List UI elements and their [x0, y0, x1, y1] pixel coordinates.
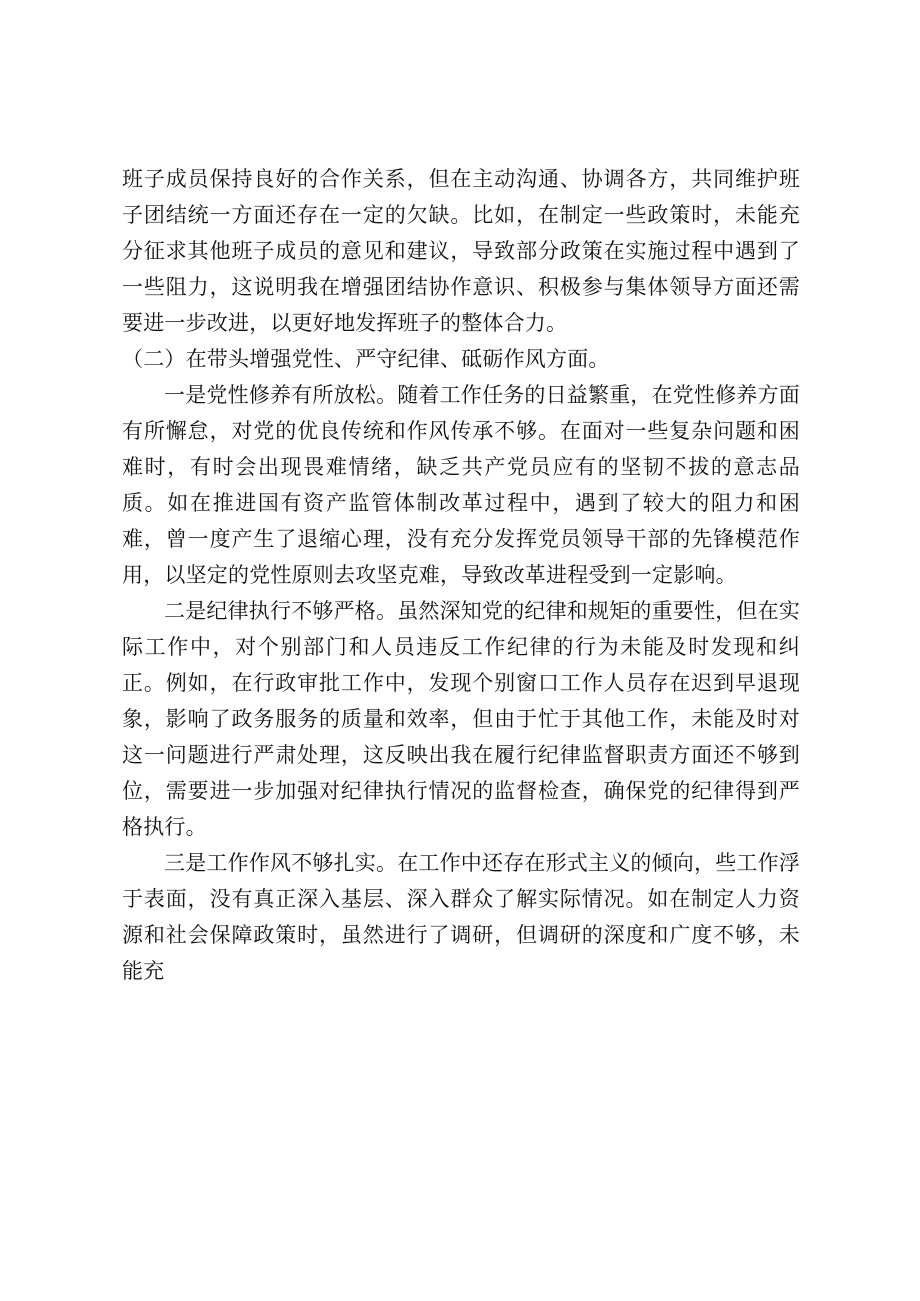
paragraph-work-style: 三是工作作风不够扎实。在工作中还存在形式主义的倾向，些工作浮于表面，没有真正深入基层、深入群众了解实际情况。如在制定人力资源和社会保障政策时，虽然进行了调研，但调研的深度和广度不够，未能充 [122, 851, 800, 983]
paragraph-discipline: 二是纪律执行不够严格。虽然深知党的纪律和规矩的重要性，但在实际工作中，对个别部门和人员违反工作纪律的行为未能及时发现和纠正。例如，在行政审批工作中，发现个别窗口工作人员存在迟到早退现象，影响了政务服务的质量和效率，但由于忙于其他工作，未能及时对这一问题进行严肃处理，这反映出我在履行纪律监督职责方面还不够到位，需要进一步加强对纪律执行情况的监督检查，确保党的纪律得到严格执行。 [122, 599, 800, 839]
paragraph-party-spirit: 一是党性修养有所放松。随着工作任务的日益繁重，在党性修养方面有所懈怠，对党的优良传统和作风传承不够。在面对一些复杂问题和困难时，有时会出现畏难情绪，缺乏共产党员应有的坚韧不拔的意志品质。如在推进国有资产监管体制改革过程中，遇到了较大的阻力和困难，曾一度产生了退缩心理，没有充分发挥党员领导干部的先锋模范作用，以坚定的党性原则去攻坚克难，导致改革进程受到一定影响。 [122, 383, 800, 587]
paragraph-continuation: 班子成员保持良好的合作关系，但在主动沟通、协调各方，共同维护班子团结统一方面还存在一定的欠缺。比如，在制定一些政策时，未能充分征求其他班子成员的意见和建议，导致部分政策在实施过程中遇到了一些阻力，这说明我在增强团结协作意识、积极参与集体领导方面还需要进一步改进，以更好地发挥班子的整体合力。 [122, 167, 800, 335]
document-body [122, 161, 800, 989]
section-heading: （二）在带头增强党性、严守纪律、砥砺作风方面。 [122, 347, 610, 371]
